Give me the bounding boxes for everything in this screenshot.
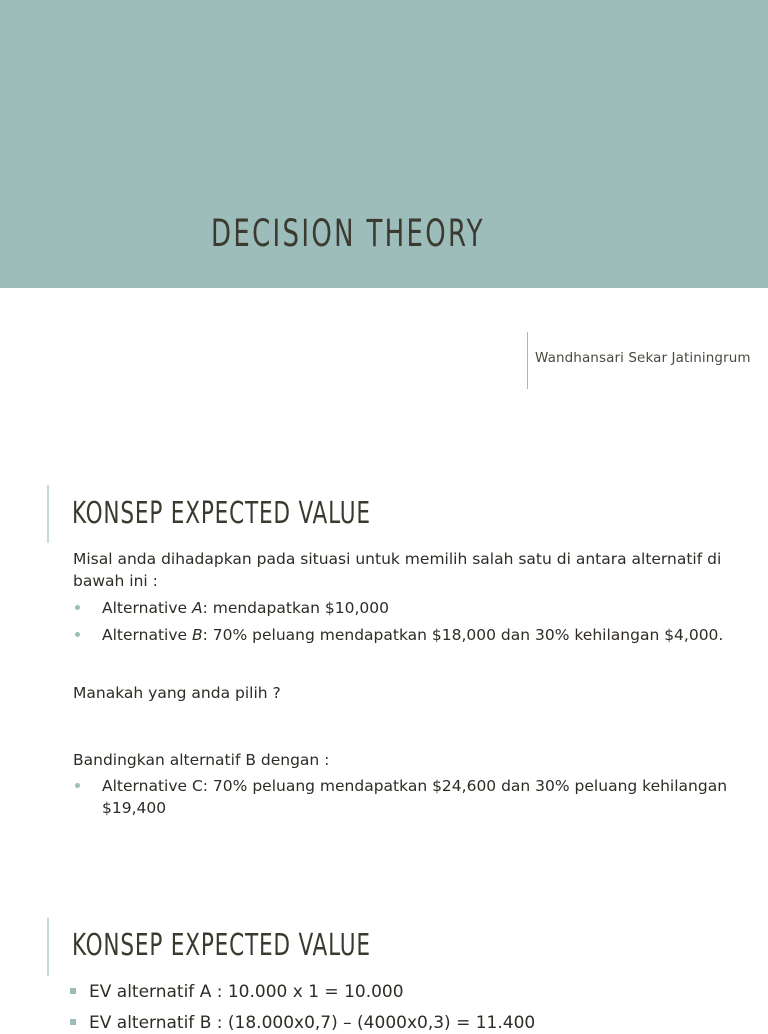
slide2-heading: KONSEP EXPECTED VALUE [72,928,371,963]
list-item [73,597,753,619]
slide1-intro: Misal anda dihadapkan pada situasi untuk memilih salah satu di antara alternatif di bawah ini : [73,550,722,590]
slide1-heading: KONSEP EXPECTED VALUE [72,496,371,531]
bullet-text: EV alternatif A : 10.000 x 1 = 10.000 [89,982,404,1002]
bullet-text: Alternative A: mendapatkan $10,000 [102,599,389,617]
square-bullet-icon [70,988,76,994]
list-item [73,775,753,819]
list-item [73,624,753,646]
square-bullet-icon [70,1019,76,1025]
bullet-icon [75,605,80,610]
slide1-question: Manakah yang anda pilih ? [73,684,281,702]
author-divider [527,332,528,389]
bullet-icon [75,783,80,788]
bullet-icon [75,632,80,637]
presentation-title: DECISION THEORY [211,212,485,255]
slide1-accent-bar [47,485,49,543]
slide2-accent-bar [47,918,49,976]
title-slide-banner [0,0,768,288]
slide1-compare: Bandingkan alternatif B dengan : [73,751,330,769]
author-name: Wandhansari Sekar Jatiningrum [535,350,751,366]
list-item [70,981,760,1003]
bullet-text: Alternative C: 70% peluang mendapatkan $24,600 dan 30% peluang kehilangan $19,400 [102,777,728,817]
bullet-text: EV alternatif B : (18.000x0,7) – (4000x0,3) = 11.400 [89,1013,536,1033]
bullet-text: Alternative B: 70% peluang mendapatkan $18,000 dan 30% kehilangan $4,000. [102,626,724,644]
list-item [70,1012,760,1034]
